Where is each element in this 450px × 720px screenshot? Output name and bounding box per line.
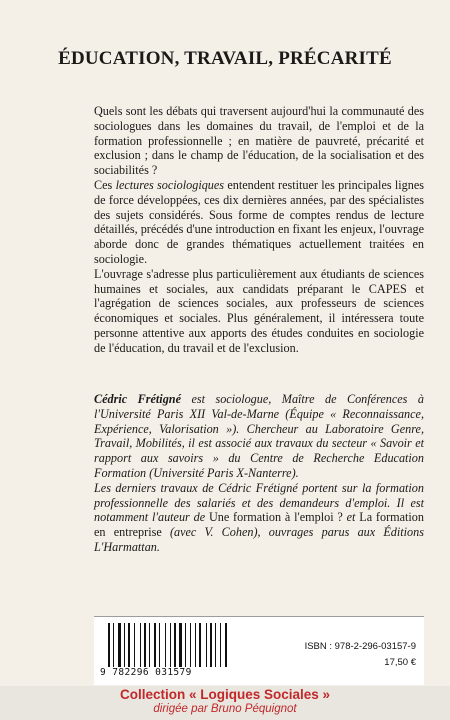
- blurb-lectures-sociologiques: lectures sociologiques: [115, 177, 225, 192]
- bio-paragraph-2-c: (avec V. Cohen), ouvrages parus aux Éditions L'Harmattan.: [94, 525, 424, 554]
- barcode-bar: [179, 623, 182, 667]
- barcode-bar: [174, 623, 176, 667]
- blurb: [94, 104, 424, 356]
- barcode-bar: [159, 623, 160, 667]
- barcode-bar: [177, 623, 178, 667]
- barcode-bar: [154, 623, 156, 667]
- barcode-bar: [111, 623, 112, 667]
- barcode-bar: [208, 623, 209, 667]
- barcode-bar: [172, 623, 173, 667]
- blurb-paragraph-3: L'ouvrage s'adresse plus particulièrement aux étudiants de sciences humaines et sociales, aux candidats préparant le CAPES et l'agrégation de sciences sociales, aux professeurs de sciences économiques et sociales. Plus généralement, il intéressera toute personne attentive aux apports des études conduites en sociologie de l'éducation, du travail et de l'exclusion.: [94, 266, 424, 355]
- barcode-bar: [113, 623, 114, 667]
- barcode-bar: [170, 623, 171, 667]
- barcode-bar: [225, 623, 227, 667]
- barcode-digits: 9 782296 031579: [100, 667, 192, 678]
- barcode-bar: [131, 623, 133, 667]
- barcode-bar: [210, 623, 212, 667]
- barcode-bar: [142, 623, 143, 667]
- bio-paragraph-1: [94, 392, 424, 481]
- barcode-bar: [144, 623, 146, 667]
- barcode-bar: [124, 623, 125, 667]
- barcode-bar: [183, 623, 184, 667]
- bio-paragraph-2-a: Les derniers travaux de Cédric Frétigné portent sur la formation professionnelle des salariés et des demandeurs d'emploi. Il est notamment l'auteur de: [94, 480, 424, 525]
- barcode-bar: [167, 623, 169, 667]
- barcode-bar: [185, 623, 186, 667]
- blurb-paragraph-2-end: entendent restituer les principales lignes de force développées, ces dix dernières années, par des spécialistes des sujets considérés. Sous forme de comptes rendus de lecture détaillés, précédés d'une introduction en fixant les enjeux, l'ouvrage aborde donc de grandes thématiques actuellement traitées en sociologie.: [94, 177, 425, 266]
- barcode-bar: [215, 623, 216, 667]
- barcode-bar: [206, 623, 207, 667]
- blurb-paragraph-2-start: Ces: [94, 177, 116, 192]
- barcode-bar: [134, 623, 135, 667]
- barcode-bar: [128, 623, 130, 667]
- collection-director: dirigée par Bruno Péquignot: [153, 703, 297, 715]
- barcode-panel: [94, 616, 424, 685]
- book-title-2: La formation en entreprise: [94, 510, 424, 540]
- bio-paragraph-1-text: est sociologue, Maître de Conférences à l'Université Paris XII Val-de-Marne (Équipe « Reconnaissance, Expérience, Valorisation »). Chercheur au Laboratoire Genre, Travail, Mobilités, il est associé aux travaux du secteur « Savoir et rapport aux savoirs » du Centre de Recherche Education Formation (Université Paris X-Nanterre).: [94, 392, 424, 480]
- barcode-bar: [108, 623, 110, 667]
- blurb-paragraph-1: Quels sont les débats qui traversent aujourd'hui la communauté des sociologues dans les domaines du travail, de l'emploi et de la formation professionnelle ; en matière de pauvreté, précarité et exclusion ; dans le champ de l'éducation, de la socialisation et des sociabilités ?: [94, 104, 424, 178]
- barcode-bar: [115, 623, 117, 667]
- barcode-bar: [217, 623, 219, 667]
- isbn-number: ISBN : 978-2-296-03157-9: [304, 641, 416, 652]
- price: 17,50 €: [384, 657, 416, 668]
- barcode-bar: [192, 623, 194, 667]
- barcode-bar: [126, 623, 127, 667]
- book-title: ÉDUCATION, TRAVAIL, PRÉCARITÉ: [58, 48, 392, 69]
- blurb-paragraph-2: [94, 178, 424, 267]
- barcode-bar: [190, 623, 191, 667]
- author-bio: [94, 392, 424, 555]
- barcode-bar: [228, 623, 229, 667]
- barcode-bar: [222, 623, 224, 667]
- barcode-bar: [140, 623, 141, 667]
- barcode-bar: [195, 623, 196, 667]
- barcode-image: [108, 623, 246, 667]
- book-title-1: Une formation à l'emploi ?: [208, 510, 343, 525]
- barcode-bar: [220, 623, 221, 667]
- barcode-bar: [197, 623, 198, 667]
- barcode-bar: [122, 623, 123, 667]
- barcode-bar: [151, 623, 153, 667]
- barcode-bar: [199, 623, 201, 667]
- author-name: Cédric Frétigné: [94, 392, 181, 406]
- bio-paragraph-2-b: et: [342, 510, 360, 525]
- barcode-bar: [136, 623, 139, 667]
- barcode-bar: [213, 623, 214, 667]
- bio-paragraph-2: [94, 481, 424, 555]
- barcode-bar: [187, 623, 189, 667]
- barcode-bar: [161, 623, 164, 667]
- barcode-bar: [202, 623, 205, 667]
- barcode-bar: [118, 623, 121, 667]
- barcode-bar: [149, 623, 150, 667]
- barcode-bar: [147, 623, 148, 667]
- barcode-bar: [157, 623, 158, 667]
- barcode-bar: [165, 623, 166, 667]
- collection-name: Collection « Logiques Sociales »: [119, 687, 331, 702]
